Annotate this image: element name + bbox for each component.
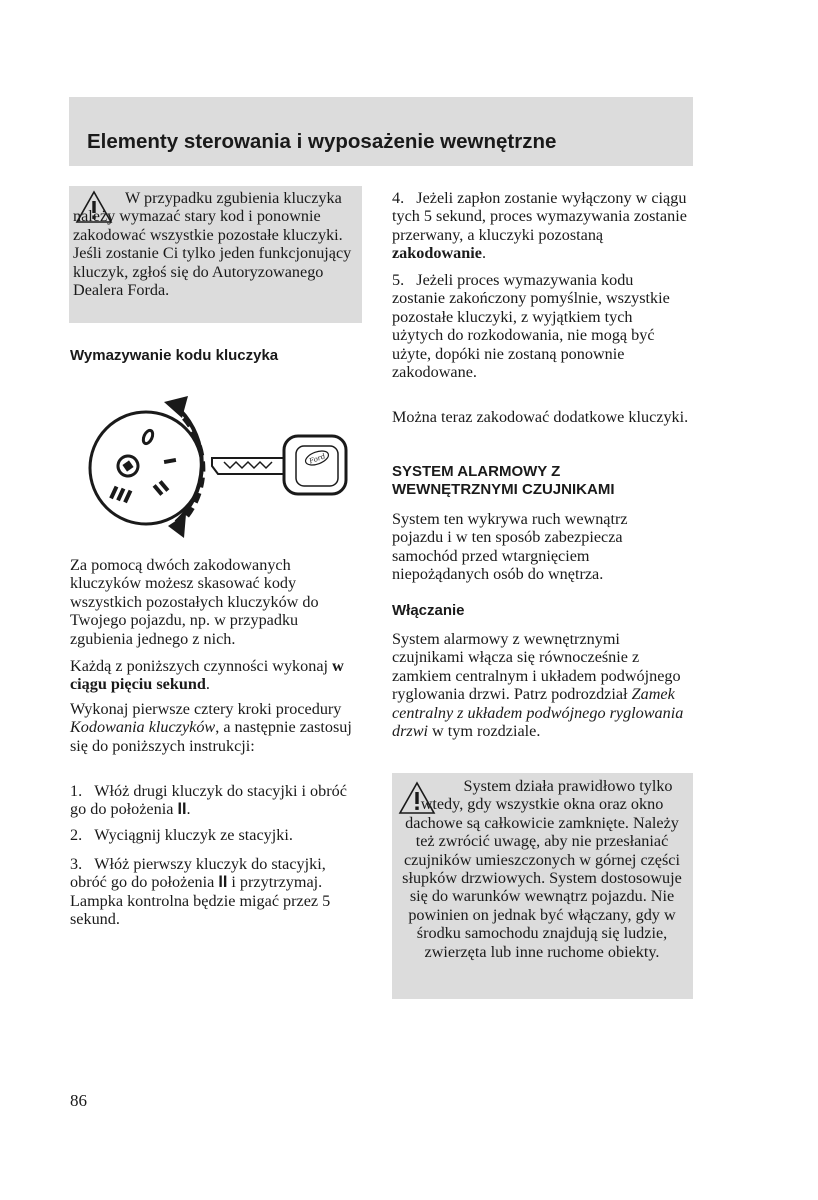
paragraph-activation: System alarmowy z wewnętrznymi czujnikami włącza się równocześnie z zamkiem centralnym i układem podwójnego ryglowania drzwi. Patrz podrozdział Zamek centralny z układem podwójnego ryglowania drzwi w tym rozdziale. xyxy=(392,630,684,741)
list-item-step-1: 1. Włóż drugi kluczyk do stacyjki i obróć go do położenia II. xyxy=(70,782,347,819)
paragraph-alarm-description: System ten wykrywa ruch wewnątrz pojazdu i w ten sposób zabezpiecza samochód przed wtargnięciem niepożądanych osób do wnętrza. xyxy=(392,510,628,584)
heading-erase-key-code: Wymazywanie kodu kluczyka xyxy=(70,347,279,364)
page-title: Elementy sterowania i wyposażenie wewnętrzne xyxy=(87,130,557,153)
list-item-step-3: 3. Włóż pierwszy kluczyk do stacyjki, obróć go do położenia II i przytrzymaj. Lampka kontrolna będzie migać przez 5 sekund. xyxy=(70,855,331,929)
warning-box-key-loss xyxy=(69,186,362,323)
warning-box-alarm-conditions xyxy=(392,773,693,999)
list-item-step-4: 4. Jeżeli zapłon zostanie wyłączony w ciągu tych 5 sekund, proces wymazywania zostanie przerwany, a kluczyki pozostaną zakodowanie. xyxy=(392,189,687,263)
ignition-key-illustration xyxy=(84,392,356,542)
page-number: 86 xyxy=(70,1091,87,1110)
list-item-step-2: 2. Wyciągnij kluczyk ze stacyjki. xyxy=(70,826,293,844)
list-item-step-5: 5. Jeżeli proces wymazywania kodu zostanie zakończony pomyślnie, wszystkie pozostałe kluczyki, z wyjątkiem tych użytych do rozkodowania, nie mogą być użyte, dopóki nie zostaną ponownie zakodowane. xyxy=(392,271,670,382)
svg-text:Ford: Ford xyxy=(308,452,327,466)
paragraph-code-more-keys: Można teraz zakodować dodatkowe kluczyki. xyxy=(392,408,689,426)
warning-text-1: W przypadku zgubienia kluczyka należy wymazać stary kod i ponownie zakodować wszystkie pozostałe kluczyki. Jeśli zostanie Ci tylko jeden funkcjonujący kluczyk, zgłoś się do Autoryzowanego Dealera Forda. xyxy=(73,189,352,300)
paragraph-erase-intro: Za pomocą dwóch zakodowanych kluczyków możesz skasować kody wszystkich pozostałych kluczyków do Twojego pojazdu, np. w przypadku zgubienia jednego z nich. xyxy=(70,556,319,648)
heading-alarm-system: SYSTEM ALARMOWY Z WEWNĘTRZNYMI CZUJNIKAMI xyxy=(392,463,615,498)
warning-text-2: System działa prawidłowo tylko wtedy, gdy wszystkie okna oraz okno dachowe są całkowicie zamknięte. Należy też zwrócić uwagę, aby nie przesłaniać czujników umieszczonych w górnej części słupków drzwiowych. System dostosowuje się do warunków wewnątrz pojazdu. Nie powinien on jednak być włączany, gdy w środku samochodu znajdują się ludzie, zwierzęta lub inne ruchome obiekty. xyxy=(402,777,682,961)
section-header xyxy=(69,97,693,166)
paragraph-within-five-seconds: Każdą z poniższych czynności wykonaj w ciągu pięciu sekund. xyxy=(70,657,344,694)
paragraph-first-four-steps: Wykonaj pierwsze cztery kroki procedury Kodowania kluczyków, a następnie zastosuj się do poniższych instrukcji: xyxy=(70,700,352,755)
heading-activation: Włączanie xyxy=(392,602,465,619)
